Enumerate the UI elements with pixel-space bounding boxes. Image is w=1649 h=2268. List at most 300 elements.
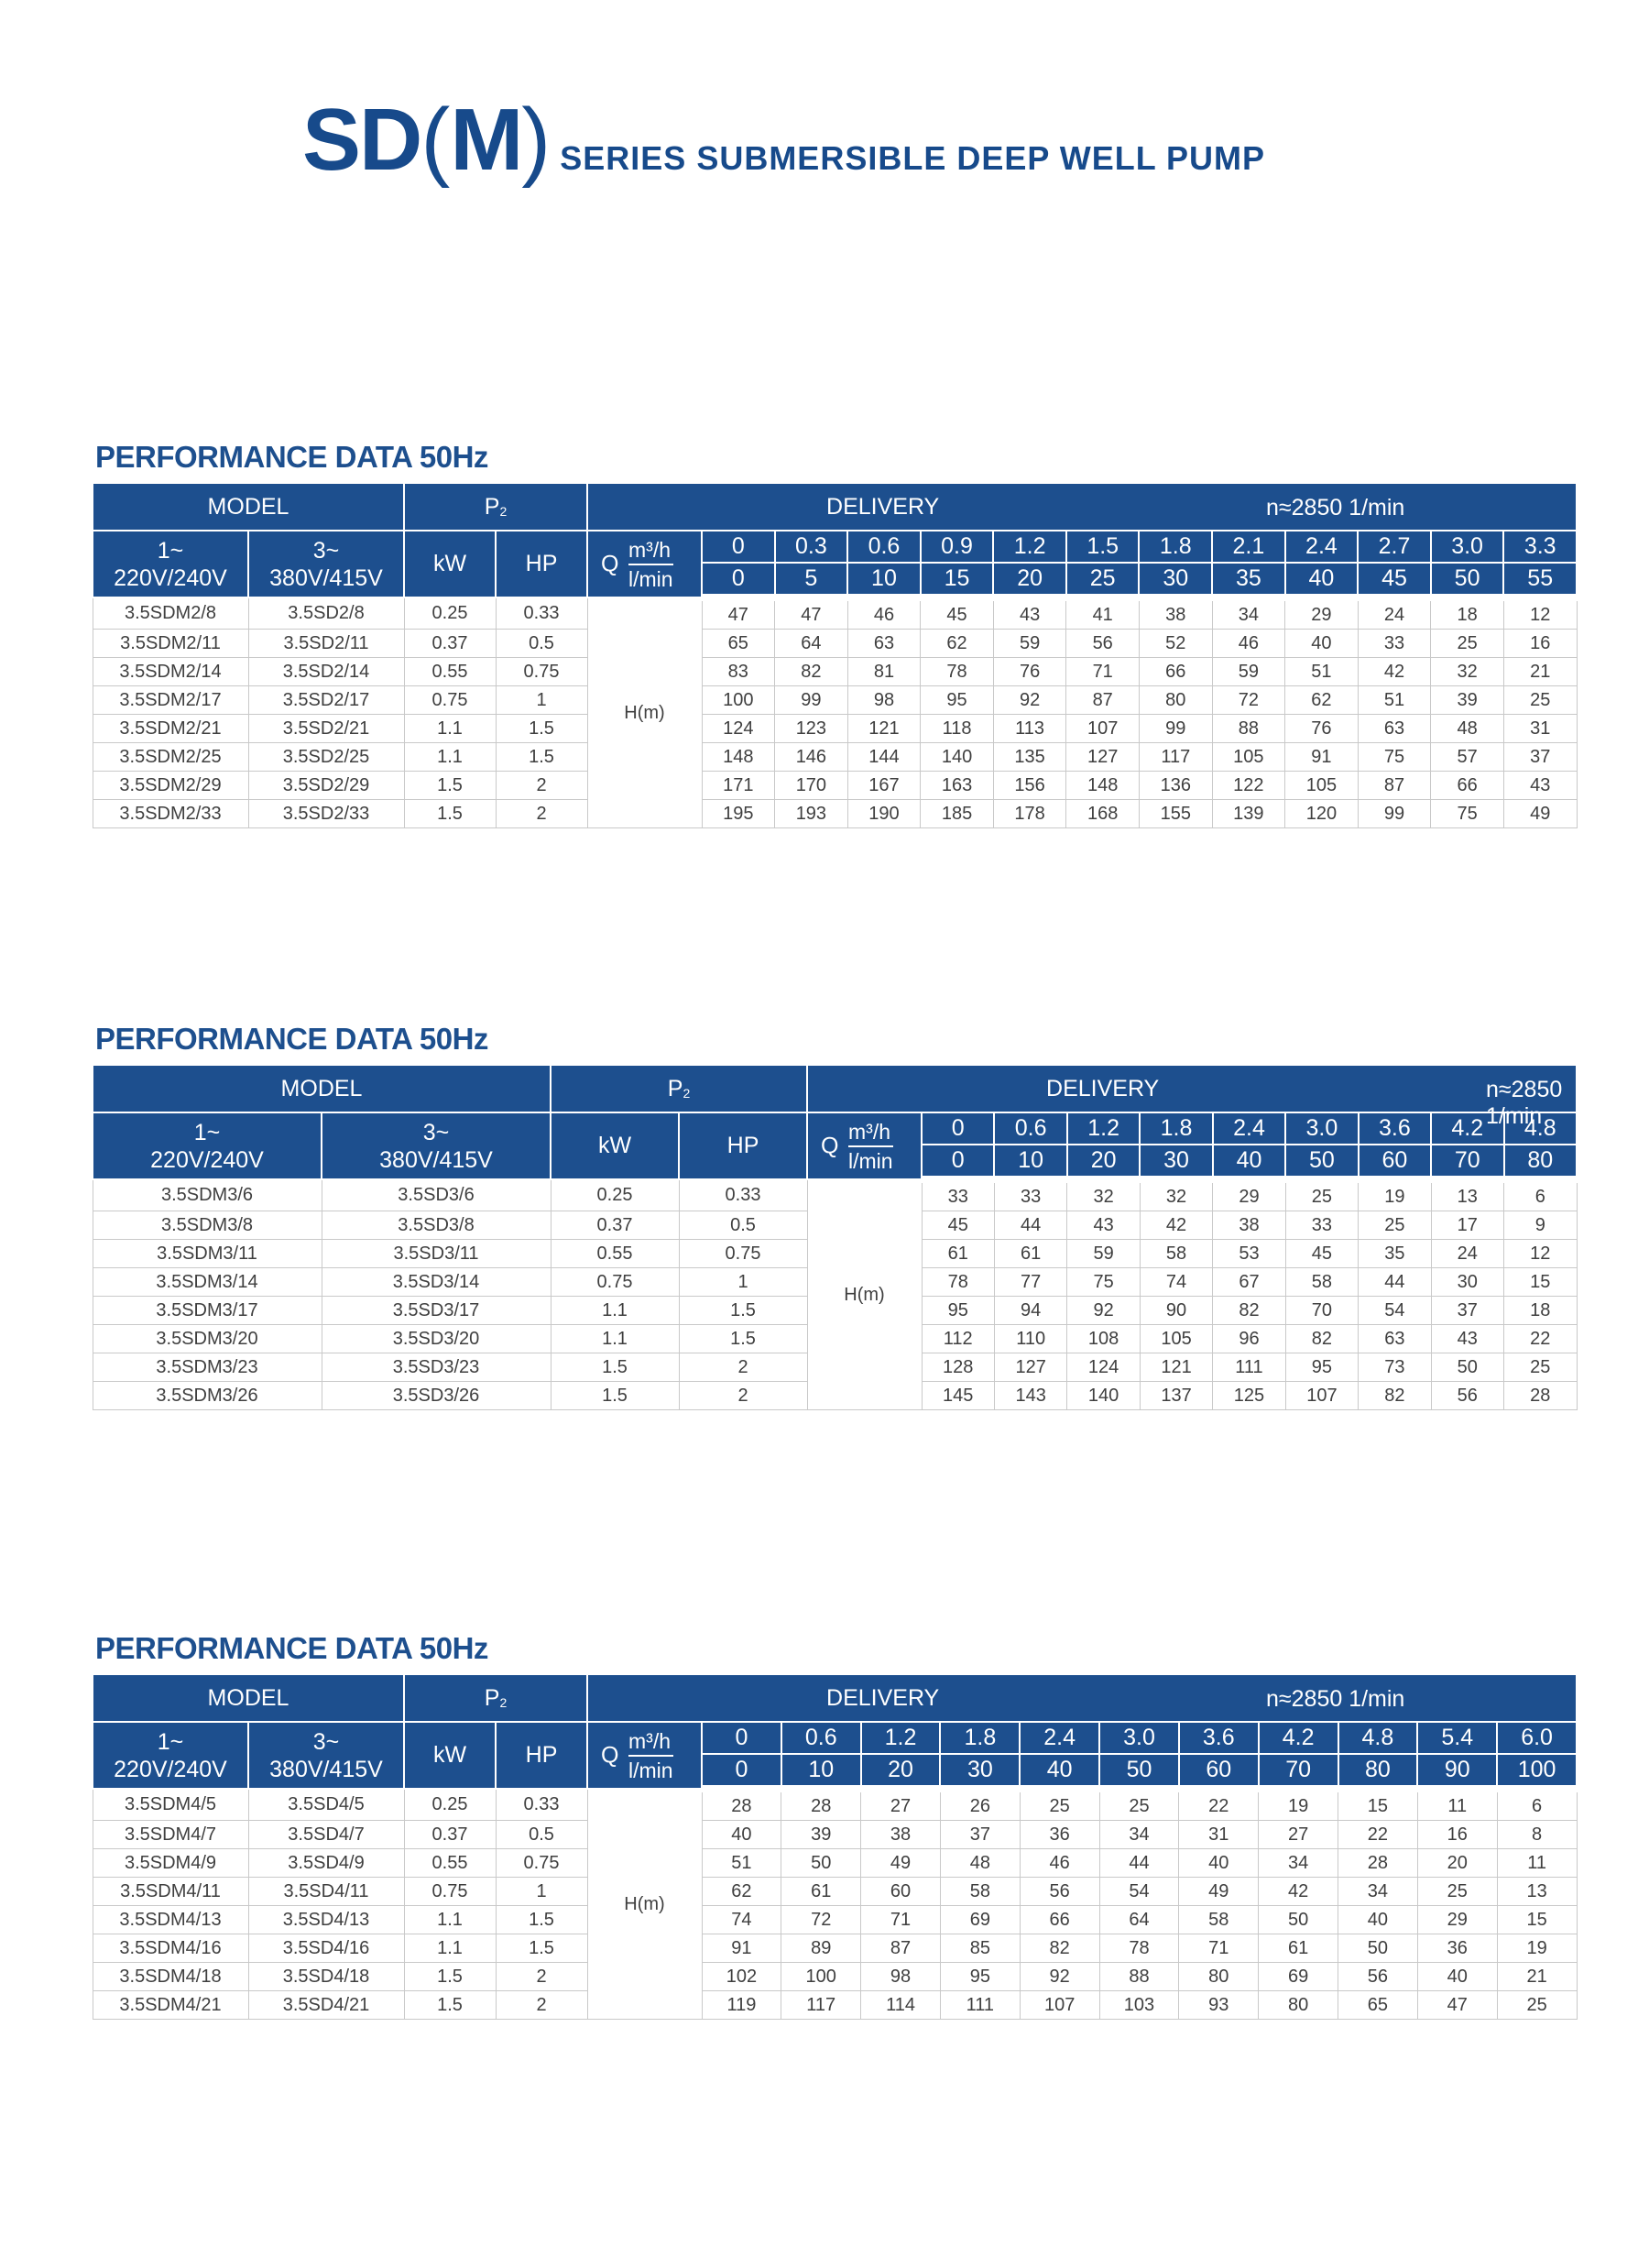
model-1ph-cell: 3.5SDM3/11 — [93, 1240, 322, 1268]
performance-table — [92, 1673, 1578, 2020]
kw-header: kW — [404, 531, 496, 597]
head-value-cell: 78 — [921, 658, 994, 686]
performance-section — [92, 1022, 1576, 1410]
head-value-cell: 81 — [847, 658, 921, 686]
hp-cell: 1.5 — [496, 1906, 587, 1934]
head-value-cell: 178 — [993, 800, 1066, 828]
head-value-cell: 42 — [1259, 1878, 1338, 1906]
head-value-cell: 88 — [1212, 715, 1285, 743]
kw-cell: 1.5 — [404, 1963, 496, 1991]
flow-m3h-value: 6.0 — [1497, 1722, 1577, 1754]
head-value-cell: 50 — [781, 1849, 861, 1878]
head-value-cell: 43 — [1067, 1211, 1140, 1240]
head-value-cell: 137 — [1140, 1382, 1212, 1410]
flow-m3h-value: 3.6 — [1359, 1112, 1431, 1145]
three-phase-voltage: 380V/415V — [379, 1146, 493, 1173]
model-1ph-cell: 3.5SDM3/14 — [93, 1268, 322, 1297]
head-value-cell: 60 — [861, 1878, 941, 1906]
model-3ph-cell: 3.5SD4/16 — [248, 1934, 404, 1963]
p2-header — [404, 1674, 587, 1722]
hp-header: HP — [496, 1722, 587, 1789]
head-value-cell: 51 — [702, 1849, 781, 1878]
head-value-cell: 100 — [781, 1963, 861, 1991]
head-value-cell: 22 — [1338, 1821, 1418, 1849]
head-value-cell: 28 — [781, 1789, 861, 1821]
head-value-cell: 96 — [1213, 1325, 1285, 1353]
delivery-header — [587, 483, 1577, 531]
head-value-cell: 35 — [1359, 1240, 1431, 1268]
head-value-cell: 99 — [1139, 715, 1212, 743]
model-3ph-cell: 3.5SD3/11 — [322, 1240, 551, 1268]
head-value-cell: 71 — [861, 1906, 941, 1934]
flow-m3h-value: 3.3 — [1503, 531, 1577, 563]
head-value-cell: 118 — [921, 715, 994, 743]
head-value-cell: 49 — [861, 1849, 941, 1878]
head-value-cell: 82 — [1213, 1297, 1285, 1325]
head-value-cell: 71 — [1179, 1934, 1259, 1963]
flow-lmin-value: 35 — [1212, 563, 1285, 597]
flow-m3h-value: 0 — [702, 531, 775, 563]
head-value-cell: 163 — [921, 772, 994, 800]
head-value-cell: 19 — [1359, 1179, 1431, 1211]
head-value-cell: 45 — [922, 1211, 994, 1240]
head-value-cell: 77 — [994, 1268, 1066, 1297]
hp-cell: 1 — [496, 686, 587, 715]
single-phase-voltage: 220V/240V — [150, 1146, 264, 1173]
head-value-cell: 8 — [1497, 1821, 1577, 1849]
head-value-cell: 135 — [993, 743, 1066, 772]
head-value-cell: 47 — [702, 597, 775, 630]
head-value-cell: 167 — [847, 772, 921, 800]
page-title — [302, 90, 1265, 191]
head-value-cell: 25 — [1504, 1353, 1578, 1382]
head-value-cell: 16 — [1417, 1821, 1497, 1849]
head-value-cell: 80 — [1259, 1991, 1338, 2020]
head-value-cell: 82 — [1359, 1382, 1431, 1410]
head-value-cell: 117 — [781, 1991, 861, 2020]
flow-lmin-value: 20 — [1067, 1145, 1140, 1179]
head-value-cell: 124 — [1067, 1353, 1140, 1382]
hp-cell: 0.33 — [496, 597, 587, 630]
flow-lmin-value: 50 — [1285, 1145, 1358, 1179]
model-1ph-cell: 3.5SDM2/11 — [93, 630, 248, 658]
model-1ph-cell: 3.5SDM3/23 — [93, 1353, 322, 1382]
head-value-cell: 38 — [1139, 597, 1212, 630]
head-value-cell: 87 — [1066, 686, 1140, 715]
head-value-cell: 34 — [1099, 1821, 1179, 1849]
model-1ph-cell: 3.5SDM4/18 — [93, 1963, 248, 1991]
model-3ph-cell: 3.5SD4/9 — [248, 1849, 404, 1878]
p2-subscript: 2 — [499, 1694, 508, 1710]
head-value-cell: 13 — [1431, 1179, 1503, 1211]
head-value-cell: 54 — [1359, 1297, 1431, 1325]
model-1ph-cell: 3.5SDM4/7 — [93, 1821, 248, 1849]
head-value-cell: 58 — [1140, 1240, 1212, 1268]
table-row — [93, 1179, 1577, 1211]
head-value-cell: 124 — [702, 715, 775, 743]
head-value-cell: 27 — [861, 1789, 941, 1821]
head-value-cell: 139 — [1212, 800, 1285, 828]
head-value-cell: 34 — [1338, 1878, 1418, 1906]
head-value-cell: 43 — [993, 597, 1066, 630]
model-1ph-cell: 3.5SDM4/13 — [93, 1906, 248, 1934]
title-model-letter: M — [450, 91, 522, 189]
head-value-cell: 56 — [1431, 1382, 1503, 1410]
head-value-cell: 108 — [1067, 1325, 1140, 1353]
hp-cell: 0.75 — [496, 1849, 587, 1878]
three-phase-symbol: 3~ — [422, 1119, 450, 1145]
head-value-cell: 43 — [1503, 772, 1577, 800]
flow-lmin-value: 40 — [1213, 1145, 1285, 1179]
flow-m3h-value: 1.2 — [1067, 1112, 1140, 1145]
head-value-cell: 27 — [1259, 1821, 1338, 1849]
flow-m3h-value: 5.4 — [1417, 1722, 1497, 1754]
model-header: MODEL — [93, 1065, 551, 1112]
three-phase-header — [248, 531, 404, 597]
head-value-cell: 145 — [922, 1382, 994, 1410]
head-value-cell: 122 — [1212, 772, 1285, 800]
head-value-cell: 62 — [1285, 686, 1359, 715]
head-value-cell: 117 — [1139, 743, 1212, 772]
kw-cell: 1.1 — [551, 1297, 679, 1325]
section-title: PERFORMANCE DATA 50Hz — [95, 1631, 488, 1665]
kw-cell: 0.37 — [551, 1211, 679, 1240]
head-value-cell: 155 — [1139, 800, 1212, 828]
model-1ph-cell: 3.5SDM2/29 — [93, 772, 248, 800]
flow-lmin-value: 50 — [1431, 563, 1504, 597]
head-value-cell: 19 — [1497, 1934, 1577, 1963]
performance-section — [92, 440, 1576, 828]
head-value-cell: 95 — [922, 1297, 994, 1325]
model-3ph-cell: 3.5SD3/23 — [322, 1353, 551, 1382]
kw-cell: 1.5 — [404, 800, 496, 828]
p2-header — [551, 1065, 807, 1112]
head-value-cell: 90 — [1140, 1297, 1212, 1325]
head-value-cell: 144 — [847, 743, 921, 772]
head-value-cell: 32 — [1140, 1179, 1212, 1211]
head-value-cell: 105 — [1285, 772, 1359, 800]
head-value-cell: 41 — [1066, 597, 1140, 630]
single-phase-header — [93, 531, 248, 597]
head-value-cell: 80 — [1139, 686, 1212, 715]
kw-header: kW — [404, 1722, 496, 1789]
head-value-cell: 100 — [702, 686, 775, 715]
head-value-cell: 95 — [940, 1963, 1020, 1991]
three-phase-symbol: 3~ — [312, 537, 340, 564]
head-value-cell: 82 — [1020, 1934, 1099, 1963]
head-value-cell: 46 — [847, 597, 921, 630]
head-value-cell: 85 — [940, 1934, 1020, 1963]
model-3ph-cell: 3.5SD2/33 — [248, 800, 404, 828]
model-3ph-cell: 3.5SD2/21 — [248, 715, 404, 743]
model-3ph-cell: 3.5SD4/5 — [248, 1789, 404, 1821]
head-value-cell: 65 — [1338, 1991, 1418, 2020]
table-row — [93, 686, 1577, 715]
head-value-cell: 74 — [702, 1906, 781, 1934]
head-value-cell: 56 — [1020, 1878, 1099, 1906]
head-value-cell: 82 — [1285, 1325, 1358, 1353]
hp-cell: 0.5 — [496, 630, 587, 658]
head-value-cell: 26 — [940, 1789, 1020, 1821]
flow-lmin-value: 90 — [1417, 1754, 1497, 1789]
head-value-cell: 18 — [1504, 1297, 1578, 1325]
flow-unit-m3h: m³/h — [848, 1119, 891, 1144]
head-value-cell: 112 — [922, 1325, 994, 1353]
head-value-cell: 12 — [1503, 597, 1577, 630]
head-value-cell: 61 — [781, 1878, 861, 1906]
head-value-cell: 119 — [702, 1991, 781, 2020]
flow-m3h-value: 1.8 — [940, 1722, 1020, 1754]
kw-cell: 0.55 — [551, 1240, 679, 1268]
head-value-cell: 44 — [1359, 1268, 1431, 1297]
title-subtitle: SERIES SUBMERSIBLE DEEP WELL PUMP — [560, 139, 1266, 177]
hp-cell: 1.5 — [679, 1325, 807, 1353]
head-value-cell: 92 — [993, 686, 1066, 715]
head-value-cell: 39 — [1431, 686, 1504, 715]
head-value-cell: 37 — [1503, 743, 1577, 772]
model-1ph-cell: 3.5SDM3/26 — [93, 1382, 322, 1410]
table-row — [93, 597, 1577, 630]
head-value-cell: 171 — [702, 772, 775, 800]
performance-section — [92, 1631, 1576, 2020]
kw-cell: 1.5 — [404, 1991, 496, 2020]
flow-m3h-value: 4.2 — [1431, 1112, 1503, 1145]
head-value-cell: 24 — [1431, 1240, 1503, 1268]
head-value-cell: 56 — [1338, 1963, 1418, 1991]
title-open-paren: ( — [420, 91, 451, 189]
flow-m3h-value: 4.8 — [1504, 1112, 1578, 1145]
table-row — [93, 800, 1577, 828]
head-value-cell: 20 — [1417, 1849, 1497, 1878]
table-row — [93, 715, 1577, 743]
flow-lmin-value: 10 — [781, 1754, 861, 1789]
head-value-cell: 29 — [1213, 1179, 1285, 1211]
single-phase-header — [93, 1112, 322, 1179]
head-value-cell: 25 — [1099, 1789, 1179, 1821]
model-header: MODEL — [93, 1674, 404, 1722]
head-value-cell: 15 — [1497, 1906, 1577, 1934]
flow-lmin-value: 10 — [847, 563, 921, 597]
head-value-cell: 28 — [1504, 1382, 1578, 1410]
model-3ph-cell: 3.5SD4/13 — [248, 1906, 404, 1934]
head-value-cell: 47 — [1417, 1991, 1497, 2020]
head-value-cell: 92 — [1020, 1963, 1099, 1991]
flow-m3h-value: 0 — [702, 1722, 781, 1754]
head-value-cell: 21 — [1497, 1963, 1577, 1991]
head-value-cell: 111 — [1213, 1353, 1285, 1382]
kw-cell: 0.37 — [404, 1821, 496, 1849]
flow-lmin-value: 70 — [1431, 1145, 1503, 1179]
table-row — [93, 1789, 1577, 1821]
flow-lmin-value: 25 — [1066, 563, 1140, 597]
head-value-cell: 25 — [1497, 1991, 1577, 2020]
hp-cell: 1 — [679, 1268, 807, 1297]
head-value-cell: 107 — [1285, 1382, 1358, 1410]
table-row — [93, 743, 1577, 772]
model-3ph-cell: 3.5SD4/7 — [248, 1821, 404, 1849]
head-value-cell: 24 — [1358, 597, 1431, 630]
head-value-cell: 69 — [1259, 1963, 1338, 1991]
hp-header: HP — [496, 531, 587, 597]
head-value-cell: 6 — [1504, 1179, 1578, 1211]
hp-cell: 0.75 — [496, 658, 587, 686]
head-value-cell: 72 — [1212, 686, 1285, 715]
head-value-cell: 105 — [1212, 743, 1285, 772]
head-value-cell: 121 — [847, 715, 921, 743]
flow-m3h-value: 4.8 — [1338, 1722, 1418, 1754]
head-value-cell: 80 — [1179, 1963, 1259, 1991]
head-value-cell: 73 — [1359, 1353, 1431, 1382]
kw-cell: 1.5 — [551, 1382, 679, 1410]
hp-cell: 2 — [679, 1382, 807, 1410]
flow-m3h-value: 2.1 — [1212, 531, 1285, 563]
table-row — [93, 1906, 1577, 1934]
hp-cell: 2 — [679, 1353, 807, 1382]
flow-m3h-value: 0.9 — [921, 531, 994, 563]
model-3ph-cell: 3.5SD3/20 — [322, 1325, 551, 1353]
head-value-cell: 58 — [940, 1878, 1020, 1906]
head-value-cell: 17 — [1431, 1211, 1503, 1240]
head-value-cell: 69 — [940, 1906, 1020, 1934]
head-value-cell: 28 — [702, 1789, 781, 1821]
head-value-cell: 25 — [1285, 1179, 1358, 1211]
flow-lmin-value: 55 — [1503, 563, 1577, 597]
head-value-cell: 30 — [1431, 1268, 1503, 1297]
model-3ph-cell: 3.5SD2/8 — [248, 597, 404, 630]
head-value-cell: 102 — [702, 1963, 781, 1991]
head-value-cell: 22 — [1504, 1325, 1578, 1353]
head-value-cell: 121 — [1140, 1353, 1212, 1382]
head-value-cell: 40 — [702, 1821, 781, 1849]
flow-lmin-value: 80 — [1338, 1754, 1418, 1789]
head-value-cell: 31 — [1179, 1821, 1259, 1849]
head-value-cell: 36 — [1020, 1821, 1099, 1849]
flow-m3h-value: 3.0 — [1285, 1112, 1358, 1145]
model-3ph-cell: 3.5SD4/18 — [248, 1963, 404, 1991]
flow-lmin-value: 20 — [861, 1754, 941, 1789]
flow-lmin-value: 40 — [1285, 563, 1359, 597]
head-value-cell: 148 — [702, 743, 775, 772]
head-value-cell: 82 — [775, 658, 848, 686]
table-row — [93, 1963, 1577, 1991]
model-3ph-cell: 3.5SD3/17 — [322, 1297, 551, 1325]
head-value-cell: 34 — [1212, 597, 1285, 630]
head-value-cell: 125 — [1213, 1382, 1285, 1410]
flow-unit-lmin: l/min — [628, 1755, 673, 1784]
model-1ph-cell: 3.5SDM4/21 — [93, 1991, 248, 2020]
model-3ph-cell: 3.5SD3/14 — [322, 1268, 551, 1297]
head-value-cell: 57 — [1431, 743, 1504, 772]
model-1ph-cell: 3.5SDM2/21 — [93, 715, 248, 743]
head-value-cell: 59 — [993, 630, 1066, 658]
flow-m3h-value: 3.6 — [1179, 1722, 1259, 1754]
head-value-cell: 46 — [1020, 1849, 1099, 1878]
head-value-cell: 143 — [994, 1382, 1066, 1410]
head-value-cell: 107 — [1066, 715, 1140, 743]
hp-cell: 0.5 — [496, 1821, 587, 1849]
model-3ph-cell: 3.5SD3/6 — [322, 1179, 551, 1211]
delivery-header — [587, 1674, 1577, 1722]
head-value-cell: 44 — [1099, 1849, 1179, 1878]
head-value-cell: 98 — [861, 1963, 941, 1991]
head-value-cell: 74 — [1140, 1268, 1212, 1297]
head-value-cell: 39 — [781, 1821, 861, 1849]
model-1ph-cell: 3.5SDM2/17 — [93, 686, 248, 715]
model-1ph-cell: 3.5SDM4/16 — [93, 1934, 248, 1963]
head-value-cell: 25 — [1020, 1789, 1099, 1821]
section-title: PERFORMANCE DATA 50Hz — [95, 1022, 488, 1056]
head-value-cell: 66 — [1139, 658, 1212, 686]
head-value-cell: 185 — [921, 800, 994, 828]
speed-label: n≈2850 1/min — [1486, 1077, 1563, 1129]
head-value-cell: 128 — [922, 1353, 994, 1382]
flow-lmin-value: 30 — [1139, 563, 1212, 597]
head-value-cell: 29 — [1417, 1906, 1497, 1934]
flow-lmin-value: 30 — [1140, 1145, 1212, 1179]
hp-cell: 2 — [496, 772, 587, 800]
kw-cell: 1.1 — [404, 1906, 496, 1934]
head-value-cell: 99 — [775, 686, 848, 715]
model-3ph-cell: 3.5SD4/11 — [248, 1878, 404, 1906]
flow-lmin-value: 45 — [1358, 563, 1431, 597]
flow-m3h-value: 0 — [922, 1112, 994, 1145]
title-close-paren: ) — [521, 91, 551, 189]
p2-subscript: 2 — [499, 503, 508, 519]
head-value-cell: 50 — [1431, 1353, 1503, 1382]
single-phase-symbol: 1~ — [193, 1119, 221, 1145]
head-value-cell: 70 — [1285, 1297, 1358, 1325]
table-row — [93, 1934, 1577, 1963]
model-3ph-cell: 3.5SD2/29 — [248, 772, 404, 800]
model-3ph-cell: 3.5SD3/26 — [322, 1382, 551, 1410]
flow-units — [848, 1118, 893, 1175]
flow-m3h-value: 2.4 — [1020, 1722, 1099, 1754]
head-label-cell: H(m) — [587, 597, 702, 828]
table-row — [93, 772, 1577, 800]
head-value-cell: 40 — [1338, 1906, 1418, 1934]
head-value-cell: 127 — [994, 1353, 1066, 1382]
model-1ph-cell: 3.5SDM2/33 — [93, 800, 248, 828]
head-value-cell: 48 — [940, 1849, 1020, 1878]
head-value-cell: 40 — [1417, 1963, 1497, 1991]
head-value-cell: 89 — [781, 1934, 861, 1963]
head-value-cell: 67 — [1213, 1268, 1285, 1297]
kw-cell: 1.1 — [404, 743, 496, 772]
head-value-cell: 45 — [1285, 1240, 1358, 1268]
flow-m3h-value: 0.6 — [994, 1112, 1066, 1145]
head-value-cell: 103 — [1099, 1991, 1179, 2020]
head-value-cell: 46 — [1212, 630, 1285, 658]
three-phase-header — [248, 1722, 404, 1789]
model-1ph-cell: 3.5SDM4/9 — [93, 1849, 248, 1878]
flow-unit-m3h: m³/h — [628, 1728, 672, 1753]
head-value-cell: 62 — [702, 1878, 781, 1906]
head-value-cell: 18 — [1431, 597, 1504, 630]
hp-cell: 0.33 — [679, 1179, 807, 1211]
model-3ph-cell: 3.5SD4/21 — [248, 1991, 404, 2020]
flow-lmin-value: 30 — [940, 1754, 1020, 1789]
table-row — [93, 630, 1577, 658]
head-value-cell: 72 — [781, 1906, 861, 1934]
single-phase-symbol: 1~ — [157, 1728, 184, 1755]
head-value-cell: 170 — [775, 772, 848, 800]
head-value-cell: 6 — [1497, 1789, 1577, 1821]
head-value-cell: 91 — [1285, 743, 1359, 772]
head-value-cell: 78 — [922, 1268, 994, 1297]
section-title: PERFORMANCE DATA 50Hz — [95, 440, 488, 474]
head-value-cell: 127 — [1066, 743, 1140, 772]
three-phase-voltage: 380V/415V — [269, 1756, 383, 1782]
